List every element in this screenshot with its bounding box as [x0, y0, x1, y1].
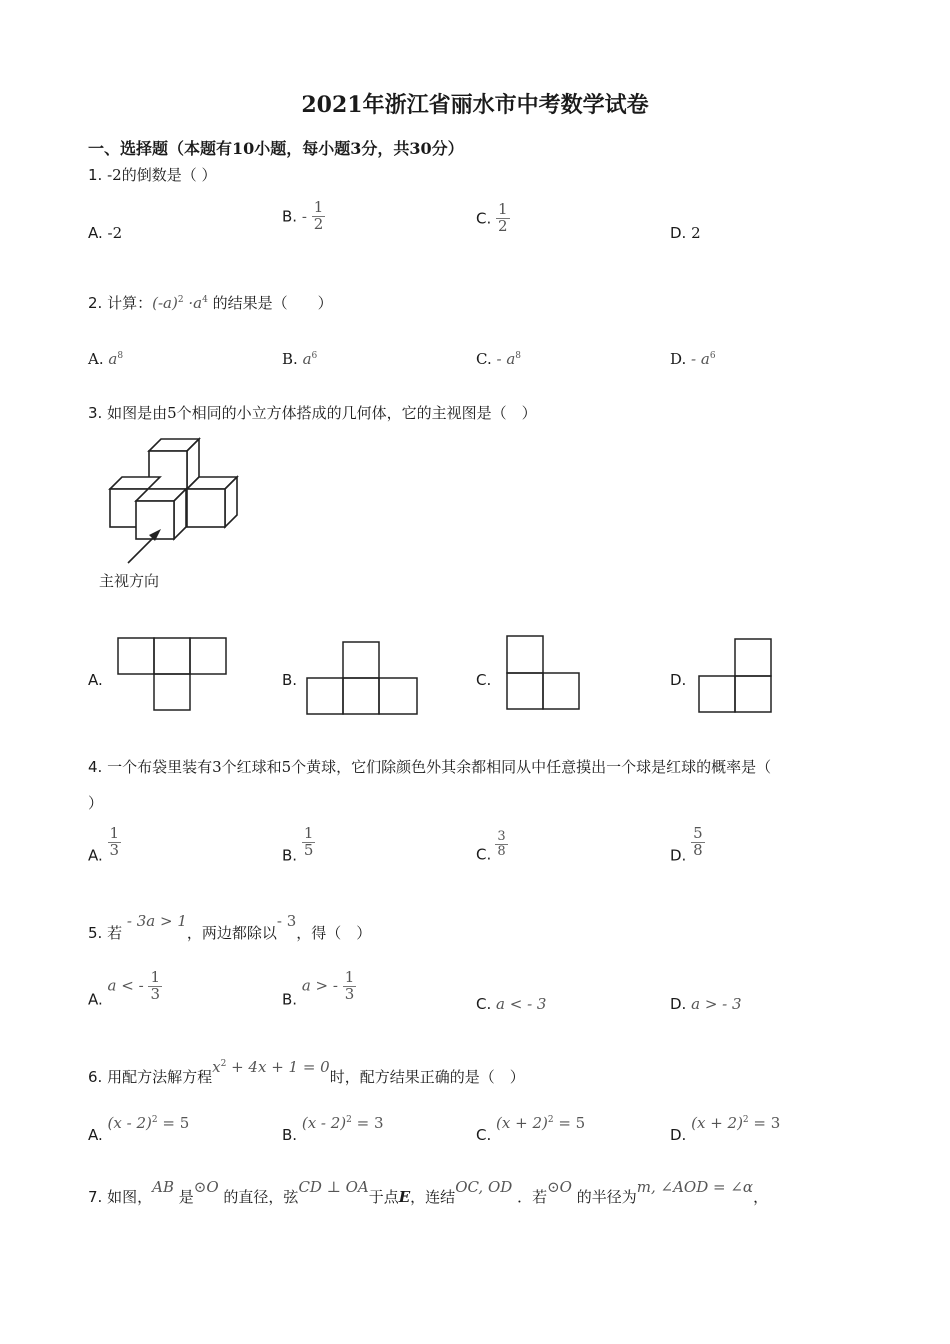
math-expr: AB: [152, 1178, 174, 1196]
q3-option-d-figure[interactable]: [698, 638, 774, 715]
question-text: -2的倒数是（ ）: [107, 166, 217, 184]
question-text: 的半径为: [576, 1188, 637, 1206]
option-letter: B.: [282, 207, 298, 226]
exponent: 2: [151, 1115, 158, 1125]
option-letter: D.: [670, 1126, 687, 1144]
option-fraction: $\frac{1}{3}$: [109, 824, 120, 859]
question-text: 用配方法解方程: [107, 1068, 213, 1086]
option-sign: -: [301, 207, 307, 226]
q5-option-a[interactable]: [88, 970, 162, 1008]
option-letter: A.: [88, 224, 103, 242]
q5-option-d[interactable]: [670, 995, 742, 1013]
option-letter: A.: [88, 846, 103, 865]
math-expr: ⊙O: [547, 1178, 572, 1196]
question-text: ．若: [517, 1188, 548, 1206]
question-text: 是: [178, 1188, 194, 1206]
exponent: 8: [515, 351, 522, 361]
q6-option-c[interactable]: [476, 1114, 585, 1144]
exponent: 4: [202, 295, 208, 305]
option-fraction: $\frac{1}{3}$: [344, 968, 355, 1003]
option-value: a > - 3: [691, 995, 742, 1013]
option-value: a < - 3: [496, 995, 547, 1013]
exponent: 2: [547, 1115, 554, 1125]
option-value: = 5: [157, 1114, 190, 1132]
option-fraction: $\frac{1}{2}$: [498, 200, 508, 235]
exponent: 2: [346, 1115, 352, 1125]
exponent: 6: [709, 351, 716, 361]
q1-option-d[interactable]: [670, 224, 701, 242]
option-value: a > -: [301, 976, 338, 995]
option-letter: B.: [282, 846, 298, 865]
option-fraction: $\frac{1}{5}$: [303, 824, 314, 859]
math-expr: E: [398, 1188, 411, 1206]
math-expr: CD ⊥ OA: [298, 1178, 369, 1196]
question-number: 2.: [88, 294, 103, 312]
math-expr: OC, OD: [455, 1178, 513, 1196]
question-number: 3.: [88, 404, 103, 422]
question-text: ，得（ ）: [296, 924, 372, 942]
q2-option-a[interactable]: [88, 350, 123, 368]
option-value: a < -: [107, 976, 144, 995]
option-fraction: $\frac{1}{2}$: [313, 198, 324, 233]
question-3: [88, 402, 537, 423]
question-text: 于点: [368, 1188, 399, 1206]
option-value: (x + 2): [691, 1114, 743, 1132]
option-letter: A.: [88, 1126, 103, 1144]
option-value: = 5: [553, 1114, 586, 1132]
question-text: 如图，: [107, 1188, 153, 1206]
option-value: a: [108, 350, 118, 368]
question-5: [88, 912, 372, 943]
option-value: a: [302, 350, 312, 368]
q5-option-b[interactable]: [282, 970, 356, 1008]
q6-option-b[interactable]: [282, 1114, 384, 1144]
question-text: ，: [753, 1188, 769, 1206]
math-expr: - 3: [276, 912, 297, 930]
math-expr: x: [212, 1058, 221, 1076]
q4-option-b[interactable]: [282, 826, 315, 864]
math-expr: + 4x + 1 = 0: [226, 1058, 330, 1076]
question-text: 的直径，弦: [223, 1188, 299, 1206]
option-letter: D.: [670, 350, 687, 368]
q3-option-c-figure[interactable]: [506, 635, 582, 712]
question-7: [88, 1178, 769, 1207]
option-value: 2: [691, 224, 701, 242]
q3-option-d-label[interactable]: D.: [670, 671, 687, 689]
question-text: 若: [107, 924, 123, 942]
option-letter: B.: [282, 990, 298, 1009]
question-text: ，两边都除以: [186, 924, 277, 942]
option-letter: C.: [476, 1126, 492, 1144]
question-text: 如图是由5个相同的小立方体搭成的几何体，它的主视图是（ ）: [107, 404, 537, 422]
q4-option-c[interactable]: [476, 830, 508, 864]
exponent: 6: [311, 351, 318, 361]
option-letter: D.: [670, 846, 687, 865]
q3-option-a-label[interactable]: A.: [88, 671, 103, 689]
option-value: (x - 2): [301, 1114, 347, 1132]
math-expr: ⊙O: [193, 1178, 219, 1196]
question-number: 7.: [88, 1188, 103, 1206]
option-letter: D.: [670, 224, 687, 242]
exponent: 8: [117, 351, 124, 361]
option-value: (x + 2): [496, 1114, 548, 1132]
option-value: = 3: [351, 1114, 384, 1132]
question-4-cont: ）: [88, 794, 104, 812]
q1-option-a[interactable]: [88, 224, 122, 242]
q2-option-d[interactable]: [670, 350, 716, 368]
q4-option-d[interactable]: [670, 826, 705, 864]
question-number: 5.: [88, 924, 103, 942]
question-number: 6.: [88, 1068, 103, 1086]
option-fraction: $\frac{1}{3}$: [150, 968, 160, 1003]
option-fraction: $\frac{3}{8}$: [497, 829, 506, 859]
q2-option-b[interactable]: [282, 350, 317, 368]
q3-option-b-label[interactable]: B.: [282, 671, 298, 689]
question-text: 的结果是（ ）: [212, 294, 333, 312]
math-expr: (-a): [152, 294, 178, 312]
option-letter: B.: [282, 1126, 298, 1144]
question-number: 1.: [88, 166, 103, 184]
option-value: (x - 2): [107, 1114, 152, 1132]
option-value: = 3: [748, 1114, 781, 1132]
section-heading: 一、选择题（本题有10小题，每小题3分，共30分）: [88, 139, 464, 158]
exponent: 2: [220, 1059, 227, 1069]
question-text: 一个布袋里装有3个红球和5个黄球，它们除颜色外其余都相同从中任意摸出一个球是红球的概率是（: [107, 758, 772, 776]
q6-option-d[interactable]: [670, 1114, 780, 1144]
question-text: ，连结: [410, 1188, 456, 1206]
q5-option-c[interactable]: [476, 995, 546, 1013]
exponent: 2: [742, 1115, 749, 1125]
cube-figure: [95, 436, 255, 596]
arrow-label: 主视方向: [99, 572, 160, 590]
q2-option-c[interactable]: [476, 350, 521, 368]
option-letter: D.: [670, 995, 687, 1013]
exponent: 2: [177, 295, 184, 305]
option-letter: C.: [476, 995, 492, 1013]
question-4: [88, 756, 771, 777]
q4-option-a[interactable]: [88, 826, 121, 864]
math-expr: m, ∠AOD = ∠α: [636, 1178, 754, 1196]
q3-option-b-figure[interactable]: [306, 641, 419, 717]
q1-option-b[interactable]: [282, 200, 325, 233]
option-value: -2: [107, 224, 123, 242]
math-expr: ·a: [188, 294, 203, 312]
page-title: 2021年浙江省丽水市中考数学试卷: [301, 92, 649, 118]
question-6: [88, 1058, 525, 1087]
option-letter: A.: [88, 990, 103, 1009]
q1-option-c[interactable]: [476, 202, 510, 235]
option-letter: A.: [88, 350, 104, 368]
q6-option-a[interactable]: [88, 1114, 189, 1144]
question-1: [88, 164, 216, 185]
question-number: 4.: [88, 758, 103, 776]
question-text: 时，配方结果正确的是（ ）: [329, 1068, 525, 1086]
option-letter: C.: [476, 845, 492, 864]
q3-option-a-figure[interactable]: [117, 637, 229, 713]
option-letter: C.: [476, 350, 492, 368]
question-2: [88, 292, 333, 313]
option-fraction: $\frac{5}{8}$: [693, 824, 703, 859]
option-letter: B.: [282, 350, 298, 368]
math-expr: - 3a > 1: [126, 912, 187, 930]
option-value: - a: [691, 350, 710, 368]
q3-option-c-label[interactable]: C.: [476, 671, 492, 689]
option-value: - a: [496, 350, 516, 368]
option-letter: C.: [476, 209, 492, 228]
question-text: 计算：: [107, 294, 153, 312]
